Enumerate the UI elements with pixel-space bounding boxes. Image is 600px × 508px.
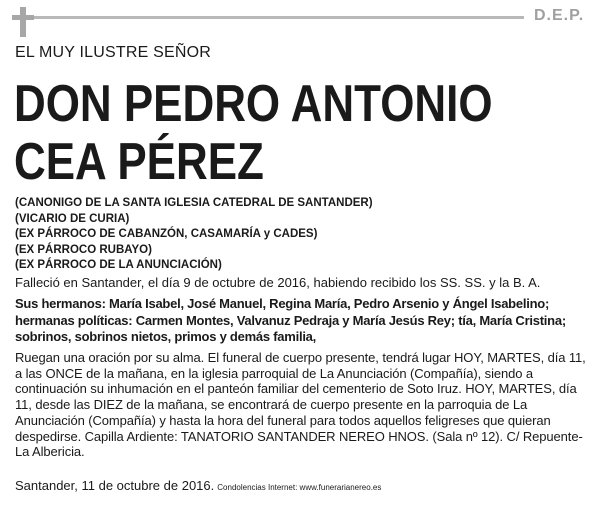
closing-line: [15, 477, 381, 495]
deceased-name-line-2: CEA PÉREZ: [14, 133, 264, 191]
titles-list: [15, 196, 373, 274]
title-item: (EX PÁRROCO DE CABANZÓN, CASAMARÍA y CADES): [15, 228, 318, 240]
intro-text: EL MUY ILUSTRE SEÑOR: [15, 44, 212, 61]
deceased-name-line-1: DON PEDRO ANTONIO: [14, 75, 493, 133]
family-list: Sus hermanos: María Isabel, José Manuel, Regina María, Pedro Arsenio y Ángel Isabelino; hermanas políticas: Carmen Montes, Valvanuz Pedraja y María Jesús Rey; tía, María Cristina; sobrinos, sobrinos nietos, primos y demás familia,: [15, 296, 566, 344]
death-notice: Falleció en Santander, el día 9 de octubre de 2016, habiendo recibido los SS. SS. y la B. A.: [15, 275, 541, 290]
closing-date: Santander, 11 de octubre de 2016.: [15, 478, 215, 493]
condolences-link[interactable]: Condolencias Internet: www.funerarianereo.es: [217, 483, 382, 492]
title-item: (VICARIO DE CURIA): [15, 212, 130, 225]
dep-label: D.E.P.: [534, 7, 585, 24]
funeral-announcement: Ruegan una oración por su alma. El funeral de cuerpo presente, tendrá lugar HOY, MARTES, día 11, a las ONCE de la mañana, en la iglesia parroquial de La Anunciación (Compañía), siendo a continuación su inhumación en el panteón familiar del cementerio de Soto Iruz. HOY, MARTES, día 11, desde las DIEZ de la mañana, se encontrará de cuerpo presente en la parroquia de La Anunciación (Compañía) y hasta la hora del funeral para todos aquellos feligreses que quieran despedirse. Capilla Ardiente: TANATORIO SANTANDER NEREO HNOS. (Sala nº 12). C/ Repuente-La Albericia.: [15, 350, 586, 460]
header-rule: [34, 16, 524, 19]
title-item: (EX PÁRROCO DE LA ANUNCIACIÓN): [15, 259, 222, 271]
header-bar: [0, 0, 600, 38]
cross-icon: [12, 7, 34, 37]
title-item: (CANONIGO DE LA SANTA IGLESIA CATEDRAL DE SANTANDER): [15, 197, 373, 209]
title-item: (EX PÁRROCO RUBAYO): [15, 243, 152, 256]
